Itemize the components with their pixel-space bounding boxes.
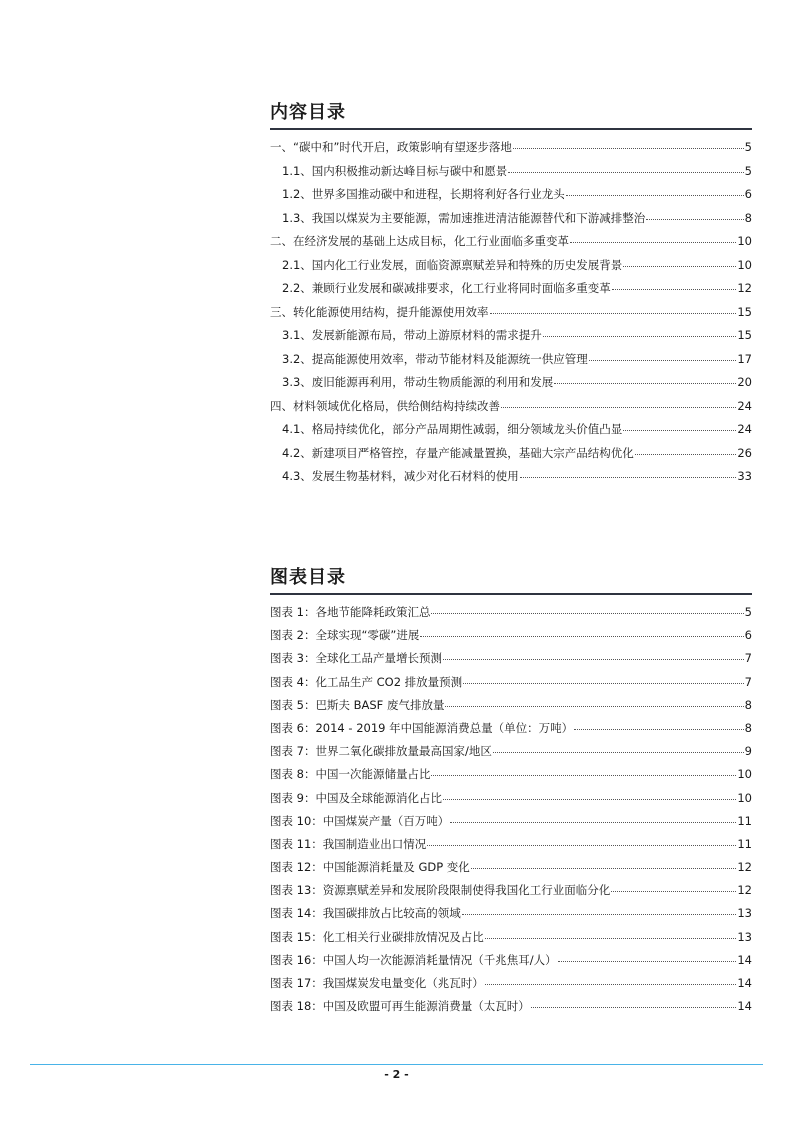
figure-entry-label: 图表 5：巴斯夫 BASF 废气排放量 bbox=[270, 697, 445, 712]
figure-entry[interactable] bbox=[270, 601, 752, 624]
dot-leader bbox=[485, 935, 737, 938]
figure-entry[interactable] bbox=[270, 787, 752, 810]
toc-entry[interactable] bbox=[270, 348, 752, 372]
dot-leader bbox=[513, 146, 744, 149]
toc-entry-page: 5 bbox=[744, 163, 752, 178]
figure-entry-page: 11 bbox=[737, 836, 752, 851]
toc-entry-page: 10 bbox=[737, 234, 752, 248]
toc-entry-label: 一、“碳中和”时代开启，政策影响有望逐步落地 bbox=[270, 140, 512, 154]
toc-entry-label: 3.1、发展新能源布局，带动上游原材料的需求提升 bbox=[282, 328, 542, 342]
figure-entry-page: 13 bbox=[737, 906, 752, 921]
toc-entry-label: 四、材料领域优化格局，供给侧结构持续改善 bbox=[270, 398, 500, 413]
figure-entry-label: 图表 9：中国及全球能源消化占比 bbox=[270, 790, 442, 805]
toc-entry-page: 15 bbox=[737, 304, 752, 319]
dot-leader bbox=[623, 263, 736, 266]
figure-entry-page: 5 bbox=[744, 605, 752, 619]
figure-entry-label: 图表 6：2014 - 2019 年中国能源消费总量（单位：万吨） bbox=[270, 720, 574, 735]
toc-entry-page: 26 bbox=[737, 445, 752, 460]
toc-list bbox=[270, 136, 752, 489]
dot-leader bbox=[623, 428, 736, 431]
dot-leader bbox=[450, 819, 736, 822]
figure-entry[interactable] bbox=[270, 833, 752, 856]
figure-entry[interactable] bbox=[270, 671, 752, 694]
figure-entry-label: 图表 11：我国制造业出口情况 bbox=[270, 836, 427, 851]
toc-entry[interactable] bbox=[270, 277, 752, 301]
figure-entry[interactable] bbox=[270, 624, 752, 647]
toc-entry[interactable] bbox=[270, 465, 752, 489]
figure-entry-label: 图表 13：资源禀赋差异和发展阶段限制使得我国化工行业面临分化 bbox=[270, 883, 611, 898]
figure-entry[interactable] bbox=[270, 763, 752, 786]
figure-entry[interactable] bbox=[270, 740, 752, 763]
figure-entry-page: 6 bbox=[744, 628, 752, 643]
figure-list bbox=[270, 601, 752, 1018]
figure-entry[interactable] bbox=[270, 995, 752, 1018]
toc-entry-page: 6 bbox=[744, 187, 752, 201]
figure-entry-page: 7 bbox=[744, 651, 752, 666]
figure-entry-label: 图表 15：化工相关行业碳排放情况及占比 bbox=[270, 929, 484, 944]
dot-leader bbox=[554, 381, 736, 384]
toc-entry-page: 17 bbox=[737, 351, 752, 366]
figure-entry-page: 10 bbox=[737, 767, 752, 782]
toc-entry-page: 24 bbox=[737, 398, 752, 413]
toc-entry[interactable] bbox=[270, 324, 752, 348]
toc-entry-page: 10 bbox=[737, 257, 752, 272]
dot-leader bbox=[635, 451, 737, 454]
toc-entry[interactable] bbox=[270, 254, 752, 278]
dot-leader bbox=[445, 703, 743, 706]
dot-leader bbox=[612, 287, 737, 290]
figure-entry-label: 图表 4：化工品生产 CO2 排放量预测 bbox=[270, 674, 463, 689]
dot-leader bbox=[431, 773, 736, 776]
figure-entry-label: 图表 7：世界二氧化碳排放量最高国家/地区 bbox=[270, 744, 492, 759]
table-of-contents bbox=[270, 100, 752, 489]
figure-entry[interactable] bbox=[270, 856, 752, 879]
figure-entry[interactable] bbox=[270, 717, 752, 740]
toc-entry-label: 4.2、新建项目严格管控，存量产能减量置换，基础大宗产品结构优化 bbox=[282, 445, 634, 460]
toc-entry-label: 3.3、废旧能源再利用，带动生物质能源的利用和发展 bbox=[282, 375, 554, 389]
figure-entry-label: 图表 3：全球化工品产量增长预测 bbox=[270, 651, 442, 666]
toc-entry-label: 1.3、我国以煤炭为主要能源，需加速推进清洁能源替代和下游减排整治 bbox=[282, 210, 646, 225]
figure-entry[interactable] bbox=[270, 810, 752, 833]
dot-leader bbox=[443, 796, 736, 799]
toc-entry-label: 1.2、世界多国推动碳中和进程，长期将利好各行业龙头 bbox=[282, 187, 565, 201]
figure-entry[interactable] bbox=[270, 879, 752, 902]
figure-entry-label: 图表 18：中国及欧盟可再生能源消费量（太瓦时） bbox=[270, 999, 530, 1014]
dot-leader bbox=[531, 1005, 737, 1008]
figure-entry-page: 14 bbox=[737, 952, 752, 967]
dot-leader bbox=[431, 611, 743, 614]
figure-entry[interactable] bbox=[270, 926, 752, 949]
toc-entry-label: 4.3、发展生物基材料，减少对化石材料的使用 bbox=[282, 469, 519, 483]
figure-entry-label: 图表 12：中国能源消耗量及 GDP 变化 bbox=[270, 860, 470, 875]
toc-entry-label: 2.2、兼顾行业发展和碳减排要求，化工行业将同时面临多重变革 bbox=[282, 281, 611, 295]
figure-entry-label: 图表 16：中国人均一次能源消耗量情况（千兆焦耳/人） bbox=[270, 952, 557, 967]
footer-divider bbox=[30, 1064, 763, 1065]
dot-leader bbox=[520, 475, 737, 478]
dot-leader bbox=[508, 169, 743, 172]
figure-entry[interactable] bbox=[270, 972, 752, 995]
toc-entry[interactable] bbox=[270, 230, 752, 254]
toc-entry-page: 33 bbox=[737, 469, 752, 483]
figure-entry-label: 图表 1：各地节能降耗政策汇总 bbox=[270, 605, 431, 619]
toc-entry[interactable] bbox=[270, 418, 752, 442]
figure-index bbox=[270, 565, 752, 1018]
dot-leader bbox=[646, 216, 743, 219]
figure-entry-label: 图表 8：中国一次能源储量占比 bbox=[270, 767, 431, 782]
figure-entry-page: 13 bbox=[737, 929, 752, 944]
dot-leader bbox=[490, 310, 737, 313]
toc-entry[interactable] bbox=[270, 301, 752, 325]
dot-leader bbox=[570, 240, 736, 243]
dot-leader bbox=[566, 193, 744, 196]
dot-leader bbox=[471, 866, 737, 869]
toc-entry-label: 4.1、格局持续优化，部分产品周期性减弱，细分领域龙头价值凸显 bbox=[282, 422, 623, 436]
toc-entry-page: 5 bbox=[744, 140, 752, 154]
figure-entry-label: 图表 10：中国煤炭产量（百万吨） bbox=[270, 813, 450, 828]
toc-entry-page: 15 bbox=[737, 328, 752, 342]
dot-leader bbox=[589, 357, 737, 360]
figure-entry-page: 11 bbox=[737, 813, 752, 828]
toc-entry-page: 12 bbox=[737, 281, 752, 295]
dot-leader bbox=[485, 982, 737, 985]
toc-entry-label: 1.1、国内积极推动新达峰目标与碳中和愿景 bbox=[282, 163, 508, 178]
figure-entry[interactable] bbox=[270, 902, 752, 925]
toc-entry-label: 2.1、国内化工行业发展，面临资源禀赋差异和特殊的历史发展背景 bbox=[282, 257, 623, 272]
dot-leader bbox=[463, 680, 743, 683]
toc-entry[interactable] bbox=[270, 442, 752, 466]
toc-entry[interactable] bbox=[270, 207, 752, 231]
figure-entry-page: 12 bbox=[737, 860, 752, 875]
figure-entry-page: 14 bbox=[737, 976, 752, 990]
figure-entry-page: 14 bbox=[737, 999, 752, 1014]
figure-entry[interactable] bbox=[270, 647, 752, 670]
figure-entry-page: 7 bbox=[744, 674, 752, 689]
toc-entry-label: 三、转化能源使用结构，提升能源使用效率 bbox=[270, 304, 489, 319]
toc-entry-label: 二、在经济发展的基础上达成目标，化工行业面临多重变革 bbox=[270, 234, 569, 248]
dot-leader bbox=[420, 634, 743, 637]
dot-leader bbox=[462, 912, 737, 915]
figure-entry-page: 12 bbox=[737, 883, 752, 898]
figure-entry-page: 8 bbox=[744, 720, 752, 735]
figure-entry-label: 图表 2：全球实现“零碳”进展 bbox=[270, 628, 420, 643]
toc-entry[interactable] bbox=[270, 183, 752, 207]
figure-entry-page: 10 bbox=[737, 790, 752, 805]
toc-entry-label: 3.2、提高能源使用效率，带动节能材料及能源统一供应管理 bbox=[282, 351, 588, 366]
figure-entry-page: 8 bbox=[744, 697, 752, 712]
dot-leader bbox=[574, 727, 744, 730]
toc-entry[interactable] bbox=[270, 136, 752, 160]
toc-entry[interactable] bbox=[270, 371, 752, 395]
dot-leader bbox=[558, 959, 737, 962]
dot-leader bbox=[611, 889, 736, 892]
figure-index-heading: 图表目录 bbox=[270, 565, 752, 595]
figure-entry-label: 图表 17：我国煤炭发电量变化（兆瓦时） bbox=[270, 976, 484, 990]
page-number: - 2 - bbox=[384, 1068, 409, 1081]
dot-leader bbox=[493, 750, 744, 753]
toc-entry-page: 20 bbox=[737, 375, 752, 389]
figure-entry[interactable] bbox=[270, 694, 752, 717]
dot-leader bbox=[443, 657, 744, 660]
dot-leader bbox=[501, 404, 736, 407]
toc-entry[interactable] bbox=[270, 160, 752, 184]
dot-leader bbox=[543, 334, 737, 337]
toc-heading: 内容目录 bbox=[270, 100, 752, 130]
dot-leader bbox=[427, 843, 736, 846]
toc-entry-page: 8 bbox=[744, 210, 752, 225]
figure-entry-page: 9 bbox=[744, 744, 752, 759]
figure-entry-label: 图表 14：我国碳排放占比较高的领域 bbox=[270, 906, 461, 921]
figure-entry[interactable] bbox=[270, 949, 752, 972]
toc-entry[interactable] bbox=[270, 395, 752, 419]
toc-entry-page: 24 bbox=[737, 422, 752, 436]
